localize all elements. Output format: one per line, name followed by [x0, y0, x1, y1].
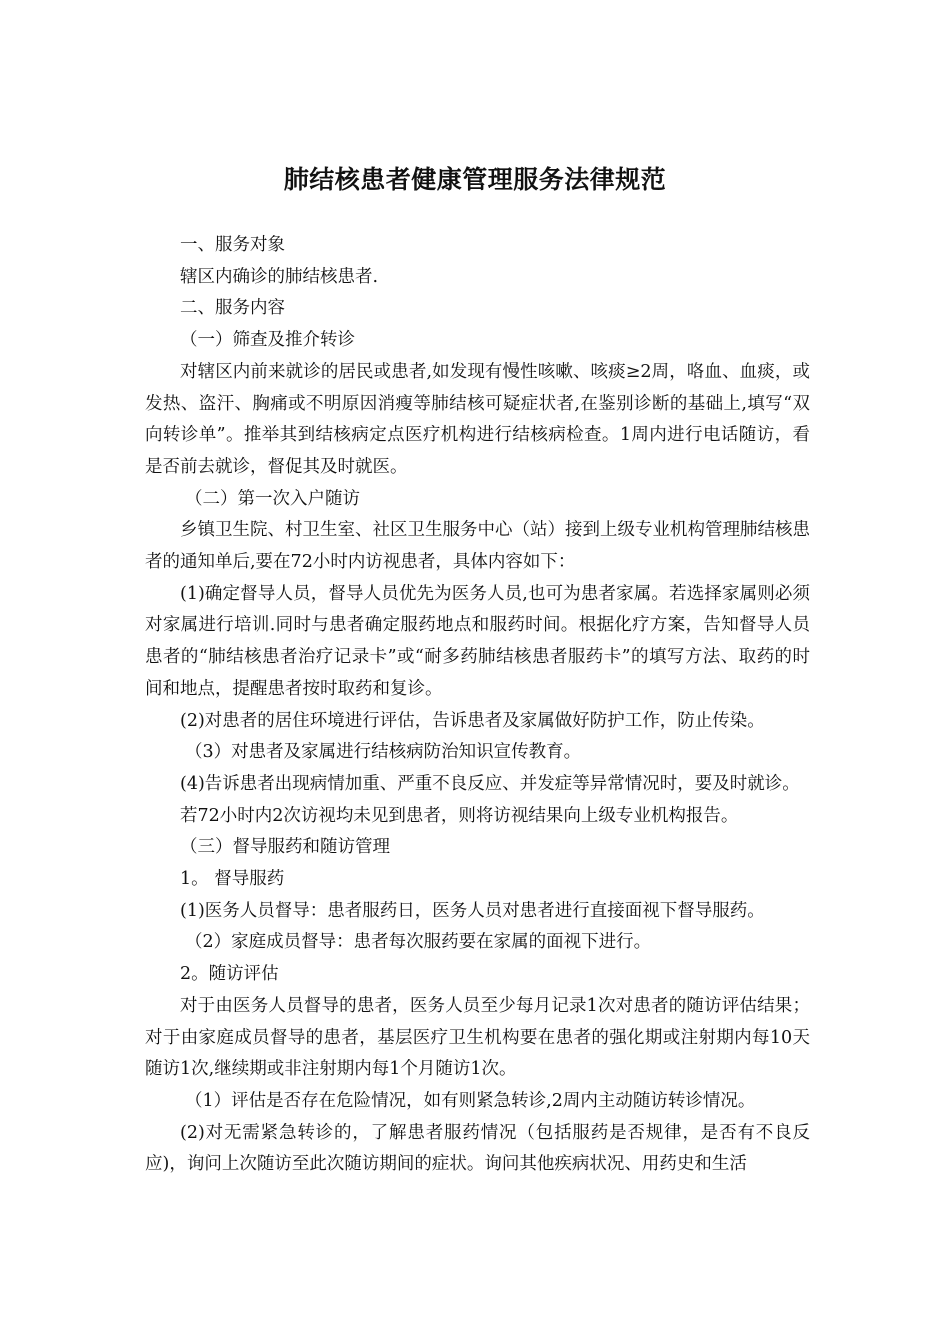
- paragraph: 对于由医务人员督导的患者，医务人员至少每月记录1次对患者的随访评估结果；对于由家庭成员督导的患者，基层医疗卫生机构要在患者的强化期或注射期内每10天随访1次,继续期或非注射期内每1个月随访1次。: [145, 995, 810, 1080]
- document-body: [145, 230, 810, 1181]
- paragraph: 若72小时内2次访视均未见到患者，则将访视结果向上级专业机构报告。: [180, 805, 739, 826]
- numbered-heading: 2。随访评估: [180, 964, 279, 985]
- list-item: (1)医务人员督导：患者服药日，医务人员对患者进行直接面视下督导服药。: [180, 900, 765, 921]
- list-item: (2)对患者的居住环境进行评估，告诉患者及家属做好防护工作，防止传染。: [180, 710, 765, 731]
- subsection-heading-screening: （一）筛查及推介转诊: [180, 330, 355, 351]
- subsection-heading-first-visit: （二）第一次入户随访: [185, 488, 360, 509]
- document-title: 肺结核患者健康管理服务法律规范: [283, 165, 667, 194]
- subsection-heading-supervision: （三）督导服药和随访管理: [180, 837, 390, 858]
- list-item: (1)确定督导人员，督导人员优先为医务人员,也可为患者家属。若选择家属则必须对家属进行培训.同时与患者确定服药地点和服药时间。根据化疗方案，告知督导人员患者的“肺结核患者治疗记录卡”或“耐多药肺结核患者服药卡”的填写方法、取药的时间和地点，提醒患者按时取药和复诊。: [145, 583, 810, 699]
- list-item: (4)告诉患者出现病情加重、严重不良反应、并发症等异常情况时，要及时就诊。: [180, 773, 800, 794]
- list-item: （2）家庭成员督导：患者每次服药要在家属的面视下进行。: [185, 932, 652, 953]
- list-item: (2)对无需紧急转诊的，了解患者服药情况（包括服药是否规律，是否有不良反应)，询问上次随访至此次随访期间的症状。询问其他疾病状况、用药史和生活: [145, 1122, 810, 1175]
- section-heading-service-content: 二、服务内容: [180, 298, 285, 319]
- list-item: （1）评估是否存在危险情况，如有则紧急转诊,2周内主动随访转诊情况。: [185, 1090, 756, 1111]
- paragraph: 乡镇卫生院、村卫生室、社区卫生服务中心（站）接到上级专业机构管理肺结核患者的通知单后,要在72小时内访视患者，具体内容如下：: [145, 520, 810, 573]
- list-item: （3）对患者及家属进行结核病防治知识宣传教育。: [185, 742, 582, 763]
- paragraph: 对辖区内前来就诊的居民或患者,如发现有慢性咳嗽、咳痰≥2周，咯血、血痰，或发热、盗汗、胸痛或不明原因消瘦等肺结核可疑症状者,在鉴别诊断的基础上,填写“双向转诊单”。推举其到结核病定点医疗机构进行结核病检查。1周内进行电话随访，看是否前去就诊，督促其及时就医。: [145, 361, 810, 477]
- numbered-heading: 1。 督导服药: [180, 869, 285, 890]
- paragraph: 辖区内确诊的肺结核患者.: [180, 266, 379, 287]
- section-heading-service-target: 一、服务对象: [180, 235, 285, 255]
